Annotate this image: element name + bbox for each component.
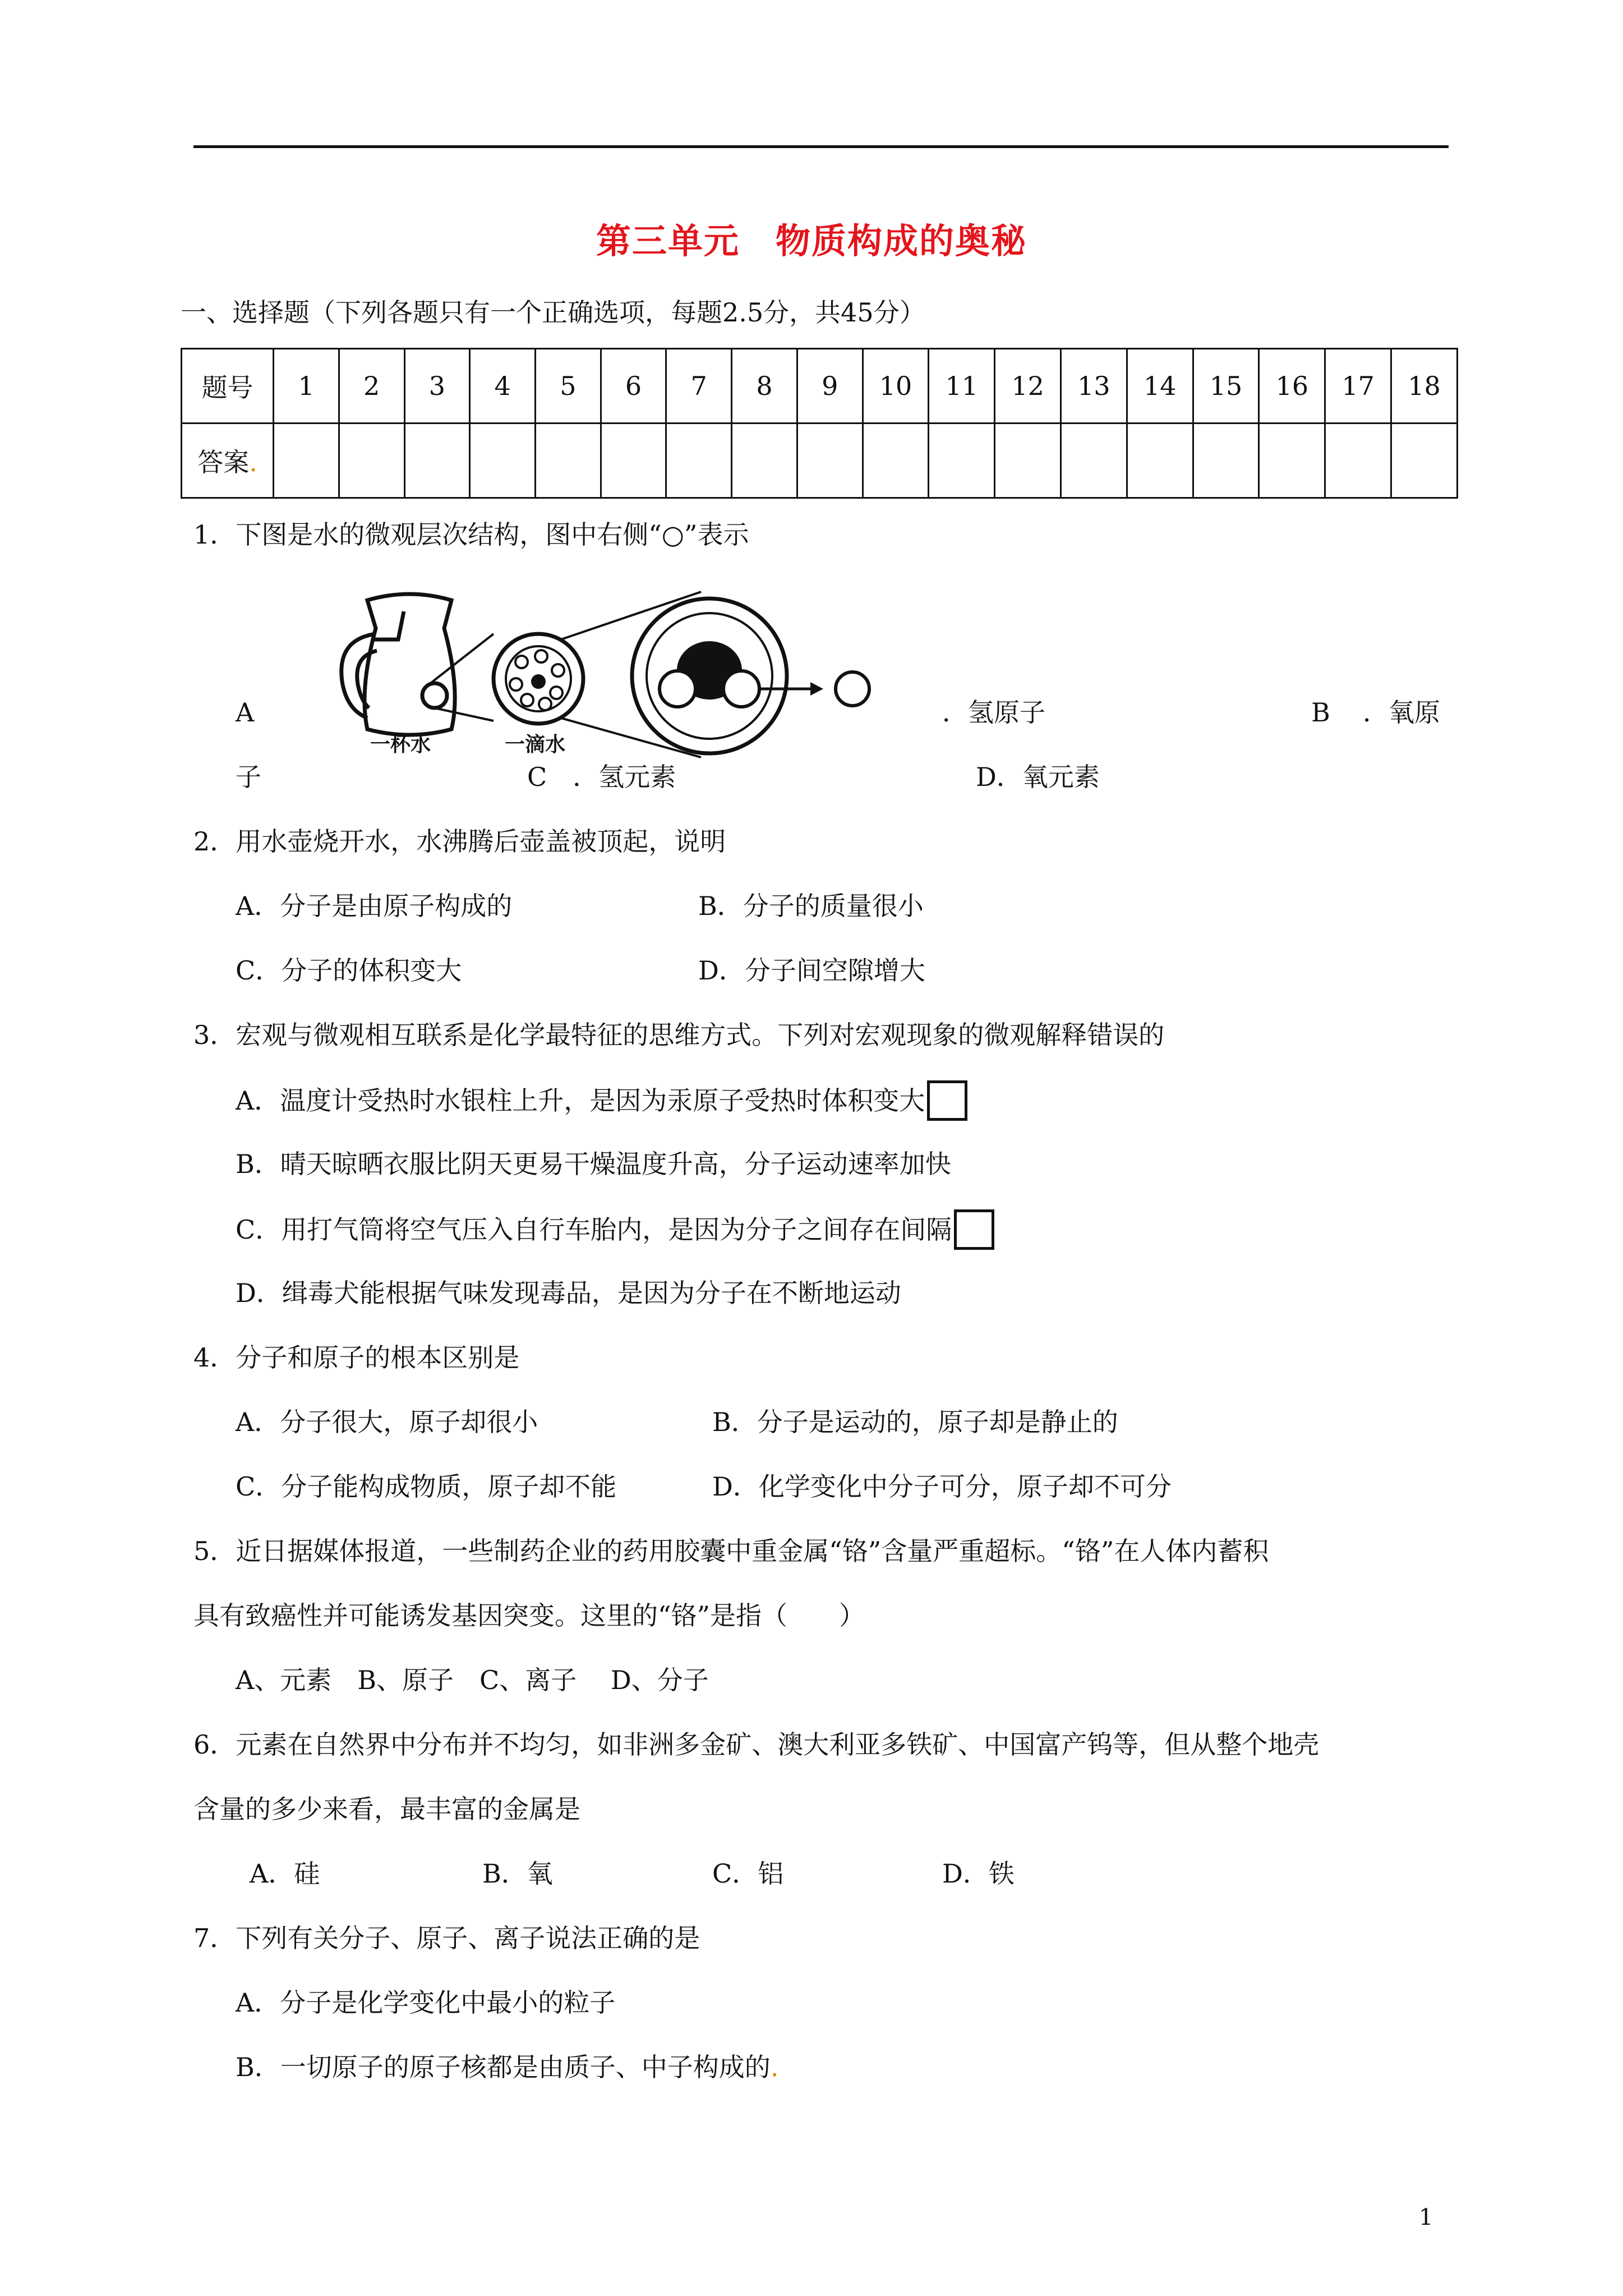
water-molecule-icon xyxy=(632,599,787,753)
q4-option-d: D．化学变化中分子可分，原子却不可分 xyxy=(712,1471,1172,1502)
q6-option-a: A．硅 xyxy=(250,1858,320,1889)
q4-option-a: A．分子很大，原子却很小 xyxy=(236,1407,538,1437)
section-header: 一、选择题（下列各题只有一个正确选项，每题2.5分，共45分） xyxy=(181,297,925,328)
q3-option-d: D．缉毒犬能根据气味发现毒品，是因为分子在不断地运动 xyxy=(236,1278,901,1308)
q7-stem: 7．下列有关分子、原子、离子说法正确的是 xyxy=(193,1923,700,1953)
table-header-cell: 题号 xyxy=(182,349,274,424)
hollow-circle-icon xyxy=(836,672,869,706)
q2-stem: 2．用水壶烧开水，水沸腾后壶盖被顶起，说明 xyxy=(193,826,726,857)
table-cell: 9 xyxy=(797,349,863,424)
table-cell: 1 xyxy=(274,349,339,424)
answer-cell[interactable] xyxy=(929,424,995,498)
table-cell: 3 xyxy=(404,349,470,424)
q1-option-d: D．氧元素 xyxy=(976,762,1100,792)
q1-option-b-continued: 子 xyxy=(236,762,261,792)
table-cell: 14 xyxy=(1127,349,1193,424)
answer-row-dot: . xyxy=(249,447,257,477)
table-cell: 4 xyxy=(470,349,536,424)
q4-option-b: B．分子是运动的，原子却是静止的 xyxy=(712,1407,1118,1437)
page-title: 第三单元 物质构成的奥秘 xyxy=(596,220,1027,261)
figure-label-cup: 一杯水 xyxy=(370,733,431,756)
q7-option-b xyxy=(236,2050,778,2084)
table-cell: 5 xyxy=(535,349,601,424)
header-rule xyxy=(193,145,1449,148)
q2-option-d: D．分子间空隙增大 xyxy=(698,955,925,986)
q4-option-c: C．分子能构成物质，原子却不能 xyxy=(236,1471,617,1502)
answer-cell[interactable] xyxy=(404,424,470,498)
answer-cell[interactable] xyxy=(1391,424,1458,498)
checkbox[interactable] xyxy=(927,1080,967,1121)
q5-line-2: 具有致癌性并可能诱发基因突变。这里的“铬”是指（ ） xyxy=(193,1600,865,1631)
answer-cell[interactable] xyxy=(797,424,863,498)
table-cell: 17 xyxy=(1325,349,1391,424)
answer-cell[interactable] xyxy=(666,424,732,498)
q7-option-a: A．分子是化学变化中最小的粒子 xyxy=(236,1987,616,2018)
q2-option-a: A．分子是由原子构成的 xyxy=(236,891,513,921)
q1-stem: 1．下图是水的微观层次结构，图中右侧“○”表示 xyxy=(193,519,749,550)
water-drop-icon xyxy=(494,634,583,724)
q1-option-b-text: ．氧原 xyxy=(1363,697,1440,728)
table-cell: 7 xyxy=(666,349,732,424)
table-header-cell xyxy=(182,424,274,498)
q6-option-c: C．铝 xyxy=(712,1858,784,1889)
table-cell: 16 xyxy=(1259,349,1325,424)
q6-option-d: D．铁 xyxy=(942,1858,1015,1889)
q6-line-1: 6．元素在自然界中分布并不均匀，如非洲多金矿、澳大利亚多铁矿、中国富产钨等，但从整个地壳 xyxy=(193,1729,1320,1760)
q6-line-2: 含量的多少来看，最丰富的金属是 xyxy=(193,1794,580,1824)
answer-cell[interactable] xyxy=(732,424,797,498)
table-cell: 18 xyxy=(1391,349,1458,424)
q2-option-b: B．分子的质量很小 xyxy=(698,891,924,921)
q3-stem: 3．宏观与微观相互联系是化学最特征的思维方式。下列对宏观现象的微观解释错误的 xyxy=(193,1020,1165,1050)
answer-cell[interactable] xyxy=(339,424,404,498)
q1-option-a-letter: A xyxy=(236,697,255,728)
q1-option-a-text: ．氢原子 xyxy=(942,697,1045,728)
q7-option-b-text: B．一切原子的原子核都是由质子、中子构成的 xyxy=(236,2052,771,2082)
answer-table xyxy=(181,348,1458,499)
table-cell: 6 xyxy=(601,349,666,424)
q3-option-a-text: A．温度计受热时水银柱上升，是因为汞原子受热时体积变大 xyxy=(236,1085,925,1116)
answer-cell[interactable] xyxy=(470,424,536,498)
table-row xyxy=(182,349,1458,424)
answer-cell[interactable] xyxy=(1061,424,1127,498)
pitcher-icon xyxy=(342,594,455,735)
checkbox[interactable] xyxy=(954,1209,994,1250)
q7-option-b-dot: . xyxy=(770,2052,779,2082)
q6-option-b: B．氧 xyxy=(482,1858,553,1889)
q1-option-b-letter: B xyxy=(1311,697,1330,728)
table-cell: 13 xyxy=(1061,349,1127,424)
table-row xyxy=(182,424,1458,498)
table-cell: 11 xyxy=(929,349,995,424)
answer-cell[interactable] xyxy=(535,424,601,498)
table-cell: 15 xyxy=(1193,349,1259,424)
table-cell: 2 xyxy=(339,349,404,424)
answer-cell[interactable] xyxy=(995,424,1061,498)
figure-label-drop: 一滴水 xyxy=(505,733,566,756)
answer-cell[interactable] xyxy=(863,424,929,498)
q3-option-c-text: C．用打气筒将空气压入自行车胎内，是因为分子之间存在间隔 xyxy=(236,1214,952,1245)
q5-line-1: 5．近日据媒体报道，一些制药企业的药用胶囊中重金属“铬”含量严重超标。“铬”在人体内蓄积 xyxy=(193,1536,1269,1566)
page-number: 1 xyxy=(1419,2205,1433,2230)
q3-option-b: B．晴天晾晒衣服比阴天更易干燥温度升高，分子运动速率加快 xyxy=(236,1149,951,1179)
table-cell: 8 xyxy=(732,349,797,424)
q2-option-c: C．分子的体积变大 xyxy=(236,955,462,986)
q3-option-a xyxy=(236,1083,967,1123)
q5-options: A、元素 B、原子 C、离子 D、分子 xyxy=(236,1665,709,1695)
answer-cell[interactable] xyxy=(1193,424,1259,498)
answer-row-label: 答案 xyxy=(197,447,250,477)
table-cell: 10 xyxy=(863,349,929,424)
answer-cell[interactable] xyxy=(601,424,666,498)
answer-cell[interactable] xyxy=(1325,424,1391,498)
q4-stem: 4．分子和原子的根本区别是 xyxy=(193,1342,520,1373)
answer-cell[interactable] xyxy=(274,424,339,498)
table-cell: 12 xyxy=(995,349,1061,424)
q3-option-c xyxy=(236,1212,994,1252)
answer-cell[interactable] xyxy=(1259,424,1325,498)
q1-option-c: C ．氢元素 xyxy=(527,762,676,792)
answer-cell[interactable] xyxy=(1127,424,1193,498)
